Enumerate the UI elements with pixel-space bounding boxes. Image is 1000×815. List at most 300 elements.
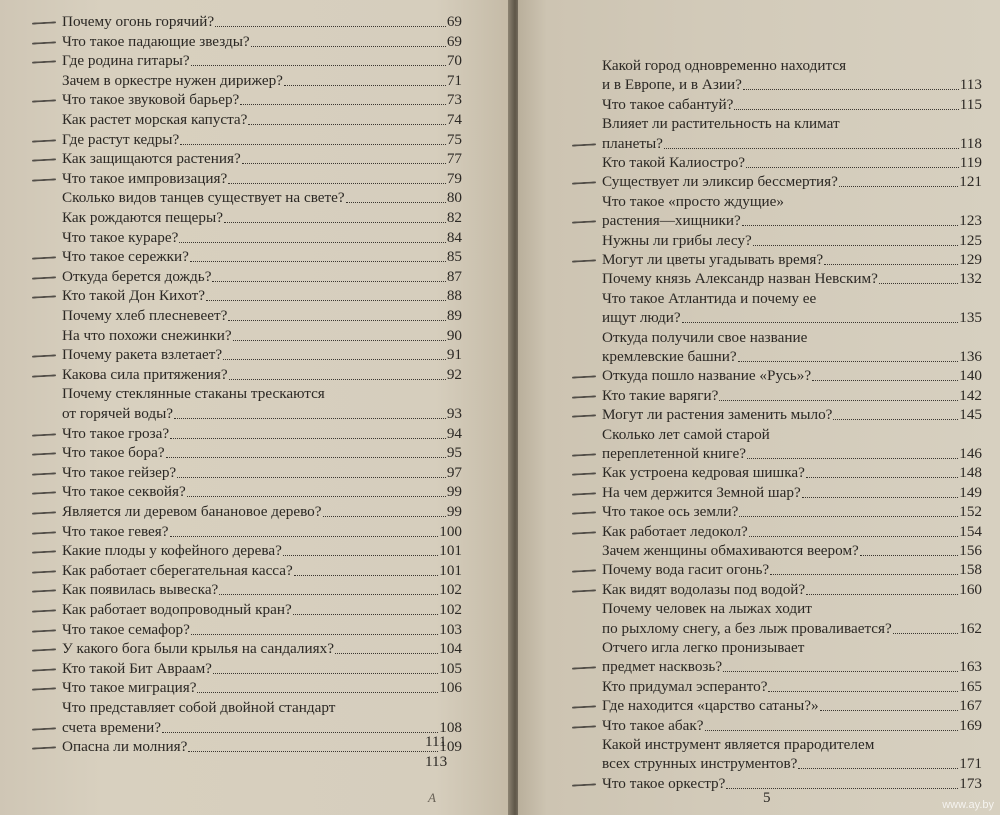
toc-entry-title: Откуда пошло название «Русь»? [602,367,812,385]
pencil-tick-mark [32,649,56,652]
toc-entry-page: 152 [959,503,982,521]
pencil-tick-mark [32,747,56,750]
dot-leader [747,458,958,459]
toc-entry-page: 73 [446,91,462,109]
toc-entry-page: 70 [446,52,462,70]
dot-leader [682,322,959,323]
dot-leader [219,594,438,595]
toc-entry-page: 69 [446,13,462,30]
toc-entry-page: 102 [439,601,462,618]
toc-entry-title: Кто такой Калиостро? [602,154,746,171]
toc-entry [62,51,462,70]
toc-entry [62,149,462,168]
dot-leader [812,380,958,381]
toc-entry [62,502,462,521]
toc-entry-page: 89 [446,307,462,324]
pencil-tick-mark [572,783,596,786]
toc-entry-title: Почему человек на лыжах ходит [602,600,812,618]
pencil-tick-mark [32,492,56,495]
pencil-tick-mark [572,376,596,379]
toc-entry-page: 97 [446,463,462,481]
toc-entry-title: Где растут кедры? [62,130,180,148]
toc-entry-title: Как видят водолазы под водой? [602,580,806,598]
toc-entry-title: Как работает ледокол? [602,522,748,540]
toc-entry-title: Сколько лет самой старой [602,425,770,443]
watermark: www.ay.by [942,799,994,811]
toc-entry [602,541,982,560]
dot-leader [170,536,439,537]
toc-entry [62,718,462,737]
toc-entry-title: Какие плоды у кофейного дерева? [62,542,282,560]
toc-entry [602,134,982,153]
toc-entry-page: 135 [959,309,982,327]
pencil-tick-mark [572,415,596,418]
toc-entry [602,696,982,715]
toc-entry [602,75,982,94]
pencil-tick-mark [32,374,56,377]
toc-entry-page: 163 [959,658,982,676]
pencil-tick-mark [32,511,56,514]
dot-leader [860,555,958,556]
toc-entry-title: Могут ли растения заменить мыло? [602,406,833,424]
pencil-tick-mark [32,688,56,691]
toc-entry-title: Как появилась вывеска? [62,581,219,599]
toc-entry [62,12,462,31]
toc-entry [602,231,982,250]
toc-entry-title: Как работает водопроводный кран? [62,601,292,618]
toc-entry [602,153,982,172]
toc-entry-title: от горячей воды? [62,405,174,422]
toc-entry-page: 77 [446,150,462,168]
toc-entry-page: 123 [959,212,982,230]
toc-entry-title: Опасна ли молния? [62,738,188,756]
toc-entry-title: Влияет ли растительность на климат [602,115,840,133]
toc-entry-page: 145 [959,406,982,424]
toc-entry-page: 74 [446,111,462,128]
toc-entry-page: 121 [959,173,982,191]
dot-leader [284,85,446,86]
dot-leader [188,751,438,752]
toc-entry-title: На чем держится Земной шар? [602,483,801,501]
toc-entry [602,483,982,502]
pencil-tick-mark [32,433,56,436]
pencil-tick-mark [32,257,56,260]
toc-entry-page: 90 [446,326,462,344]
dot-leader [833,419,958,420]
toc-entry-page: 92 [446,365,462,383]
toc-entry-page: 109 [439,738,462,756]
toc-entry-title: растения—хищники? [602,212,741,230]
pencil-tick-mark [572,531,596,534]
toc-entry [602,657,982,676]
dot-leader [893,633,958,634]
toc-entry [62,247,462,266]
toc-entry [602,347,982,366]
pencil-tick-mark [32,629,56,632]
toc-entry-title: Почему стеклянные стаканы трескаются [62,385,325,403]
toc-entry-page: 136 [959,348,982,365]
toc-entry [62,639,462,658]
dot-leader [197,692,438,693]
toc-entry-title: Что такое гейзер? [62,463,177,481]
toc-entry-page: 94 [446,424,462,442]
dot-leader [746,167,959,168]
toc-entry [62,110,462,129]
toc-entry [62,71,462,90]
toc-entry-title: Почему князь Александр назван Невским? [602,270,878,288]
toc-entry-page: 106 [439,679,462,697]
dot-leader [734,109,958,110]
dot-leader [806,477,958,478]
dot-leader [177,477,446,478]
toc-entry-title: переплетенной книге? [602,445,746,462]
pencil-tick-mark [32,472,56,475]
toc-entry-page: 71 [446,71,462,89]
toc-entry-page: 140 [959,367,982,385]
toc-entry-page: 118 [959,134,982,152]
toc-entry-page: 156 [959,542,982,559]
dot-leader [191,65,446,66]
toc-entry-title: Что такое гроза? [62,424,170,442]
toc-entry-page: 104 [439,640,462,658]
toc-entry [62,404,462,423]
toc-entry-title: Какова сила притяжения? [62,365,228,383]
toc-entry-title: Что такое сережки? [62,248,189,266]
toc-entry-title: Что такое оркестр? [602,774,726,792]
toc-entry-page: 79 [446,169,462,187]
toc-entry-title: Кто придумал эсперанто? [602,677,768,695]
toc-entry [602,677,982,696]
toc-entry-title: Что такое звуковой барьер? [62,91,240,109]
toc-entry-page: 158 [959,561,982,579]
toc-entry-page: 99 [446,503,462,520]
dot-leader [248,124,445,125]
dot-leader [187,496,446,497]
toc-entry [602,716,982,735]
toc-entry-title: Зачем женщины обмахиваются веером? [602,542,859,559]
right-page [518,0,1000,815]
toc-entry-page: 160 [959,580,982,598]
toc-entry-title: предмет насквозь? [602,658,723,676]
pencil-tick-mark [32,178,56,181]
toc-entry-title: Почему вода гасит огонь? [602,561,770,579]
toc-entry-page: 91 [446,346,462,364]
toc-entry [602,502,982,521]
toc-entry [602,463,982,482]
toc-entry-page: 85 [446,248,462,266]
toc-entry [62,345,462,364]
dot-leader [233,340,446,341]
pencil-tick-mark [572,512,596,515]
toc-entry [602,522,982,541]
dot-leader [293,614,439,615]
dot-leader [738,361,959,362]
toc-entry [62,678,462,697]
dot-leader [806,594,958,595]
dot-leader [346,202,446,203]
dot-leader [749,536,958,537]
dot-leader [770,574,958,575]
dot-leader [705,730,959,731]
toc-extra-page: 113 [425,752,448,770]
toc-entry [602,250,982,269]
dot-leader [242,163,446,164]
toc-entry [62,482,462,501]
toc-entry [62,326,462,345]
toc-entry-page: 167 [959,697,982,715]
toc-entry [602,580,982,599]
dot-leader [323,516,446,517]
toc-entry-title: Почему хлеб плесневеет? [62,307,228,324]
page-number: 5 [763,790,771,806]
toc-entry-page: 154 [959,522,982,540]
toc-entry-title: Кто такой Бит Авраам? [62,659,212,677]
pencil-tick-mark [572,395,596,398]
toc-entry [62,737,462,756]
pencil-tick-mark [572,667,596,670]
toc-entry-page: 84 [446,228,462,246]
toc-entry-page: 173 [959,774,982,792]
dot-leader [824,264,958,265]
pencil-note: А [428,790,436,805]
toc-entry-page: 113 [959,76,982,94]
pencil-tick-mark [32,276,56,279]
toc-entry-page: 129 [959,251,982,268]
pencil-tick-mark [32,41,56,44]
pencil-tick-mark [32,61,56,64]
dot-leader [335,653,438,654]
toc-entry-title: Что такое сабантуй? [602,95,734,113]
pencil-tick-mark [572,570,596,573]
dot-leader [180,144,446,145]
dot-leader [191,634,438,635]
toc-entry [62,208,462,227]
pencil-tick-mark [572,221,596,224]
dot-leader [166,457,446,458]
dot-leader [229,379,446,380]
dot-leader [723,671,958,672]
dot-leader [215,26,446,27]
toc-entry-title: Как рождаются пещеры? [62,209,223,226]
toc-entry [602,269,982,288]
toc-entry [62,659,462,678]
toc-entry-page: 82 [446,209,462,226]
toc-entry-page: 103 [439,620,462,638]
toc-entry-title: Как растет морская капуста? [62,111,248,128]
toc-entry [602,366,982,385]
toc-entry-page: 132 [959,270,982,288]
toc-entry-title: Какой инструмент является прародителем [602,736,875,753]
toc-entry [602,95,982,114]
dot-leader [170,438,446,439]
toc-entry-title: Что представляет собой двойной стандарт [62,699,336,716]
toc-entry [602,308,982,327]
toc-entry [602,172,982,191]
toc-entry [62,306,462,325]
pencil-tick-mark [572,589,596,592]
toc-entry-title: Что такое «просто ждущие» [602,192,785,210]
pencil-tick-mark [32,21,56,24]
toc-entry-title: Кто такие варяги? [602,386,719,404]
toc-entry [62,228,462,247]
toc-entry-title: Как защищаются растения? [62,150,241,168]
toc-entry [602,386,982,405]
dot-leader [820,710,959,711]
toc-entry-page: 148 [959,464,982,482]
pencil-tick-mark [572,453,596,456]
toc-entry-title: Откуда получили свое название [602,328,808,346]
toc-entry-title: Где находится «царство сатаны?» [602,697,819,715]
toc-entry-page: 146 [959,445,982,462]
dot-leader [212,281,445,282]
toc-entry-page: 142 [959,386,982,404]
toc-entry-page: 108 [439,718,462,736]
dot-leader [839,186,958,187]
toc-entry-title: по рыхлому снегу, а без лыж проваливается? [602,619,892,637]
toc-entry [602,754,982,773]
dot-leader [213,673,438,674]
toc-entry [602,211,982,230]
toc-entry [602,405,982,424]
toc-entry-title: Что такое падающие звезды? [62,32,250,50]
toc-entry-page: 87 [446,267,462,285]
dot-leader [726,788,958,789]
toc-entry-title: На что похожи снежинки? [62,326,232,344]
toc-entry-title: Какой город одновременно находится [602,57,847,74]
pencil-tick-mark [32,668,56,671]
toc-entry-title: Что такое секвойя? [62,483,186,501]
dot-leader [768,691,958,692]
pencil-tick-mark [32,570,56,573]
toc-entry-title: Нужны ли грибы лесу? [602,231,752,249]
dot-leader [719,400,958,401]
toc-entry-title: Зачем в оркестре нужен дирижер? [62,71,283,89]
toc-entry-title: планеты? [602,134,663,152]
dot-leader [174,418,446,419]
pencil-tick-mark [572,182,596,185]
dot-leader [228,183,446,184]
dot-leader [664,148,959,149]
pencil-tick-mark [32,139,56,142]
dot-leader [240,104,446,105]
pencil-tick-mark [32,531,56,534]
toc-entry-page: 169 [959,716,982,734]
pencil-tick-mark [572,725,596,728]
toc-entry [62,424,462,443]
toc-extra-page: 111 [425,733,447,750]
toc-entry [62,267,462,286]
toc-entry-title: Отчего игла легко пронизывает [602,639,805,656]
pencil-tick-mark [32,590,56,593]
toc-entry-title: Что такое импровизация? [62,169,228,187]
toc-entry [602,560,982,579]
pencil-tick-mark [572,259,596,262]
toc-entry-title: всех струнных инструментов? [602,755,798,773]
toc-entry [62,32,462,51]
toc-entry [62,463,462,482]
toc-entry-title: Что такое гевея? [62,522,169,540]
dot-leader [294,575,438,576]
pencil-tick-mark [32,609,56,612]
toc-entry-page: 119 [959,154,982,171]
toc-entry [62,130,462,149]
toc-entry [62,90,462,109]
toc-entry [62,365,462,384]
toc-entry-title: Является ли деревом банановое дерево? [62,503,322,520]
toc-entry-title: Как работает сберегательная касса? [62,561,293,579]
toc-entry-page: 149 [959,483,982,501]
pencil-tick-mark [32,100,56,103]
toc-entry [62,620,462,639]
toc-entry-page: 69 [446,32,462,50]
toc-entry [62,580,462,599]
dot-leader [802,497,959,498]
dot-leader [206,300,446,301]
toc-entry-page: 93 [446,405,462,422]
toc-entry-page: 99 [446,483,462,501]
toc-entry-title: Могут ли цветы угадывать время? [602,251,824,268]
toc-entry-title: У какого бога были крылья на сандалиях? [62,640,334,658]
pencil-tick-mark [32,355,56,358]
dot-leader [224,222,446,223]
toc-entry [62,286,462,305]
pencil-tick-mark [572,143,596,146]
toc-entry-page: 95 [446,444,462,462]
dot-leader [798,768,958,769]
dot-leader [223,359,446,360]
toc-entry [62,541,462,560]
toc-entry-title: счета времени? [62,718,162,736]
toc-entry-page: 162 [959,619,982,637]
toc-entry [602,774,982,793]
pencil-tick-mark [572,706,596,709]
toc-entry-title: и в Европе, и в Азии? [602,76,742,94]
pencil-tick-mark [572,473,596,476]
pencil-tick-mark [32,551,56,554]
toc-entry [62,169,462,188]
toc-entry-title: Почему ракета взлетает? [62,346,223,364]
toc-entry-page: 105 [439,659,462,677]
dot-leader [190,261,446,262]
toc-entry [62,522,462,541]
toc-entry-title: Что такое ось земли? [602,503,739,521]
toc-entry-title: Что такое абак? [602,716,704,734]
dot-leader [739,516,958,517]
toc-entry-title: Где родина гитары? [62,52,190,70]
dot-leader [879,283,958,284]
toc-entry-title: кремлевские башни? [602,348,737,365]
pencil-tick-mark [32,159,56,162]
toc-entry-title: Что такое миграция? [62,679,197,697]
toc-entry-page: 102 [439,581,462,599]
pencil-tick-mark [32,453,56,456]
toc-entry-title: ищут люди? [602,309,681,327]
toc-entry-title: Кто такой Дон Кихот? [62,287,205,305]
toc-entry-title: Что такое бора? [62,444,165,462]
toc-entry-page: 165 [959,677,982,695]
toc-entry-page: 88 [446,287,462,305]
toc-entry [62,561,462,580]
toc-entry-page: 115 [959,95,982,113]
dot-leader [743,89,959,90]
toc-entry-title: Почему огонь горячий? [62,13,215,30]
toc-entry-title: Что такое кураре? [62,228,179,246]
toc-entry-title: Что такое семафор? [62,620,190,638]
dot-leader [742,225,958,226]
toc-entry-page: 100 [439,522,462,540]
toc-entry-title: Как устроена кедровая шишка? [602,464,805,482]
toc-entry-page: 171 [959,755,982,773]
